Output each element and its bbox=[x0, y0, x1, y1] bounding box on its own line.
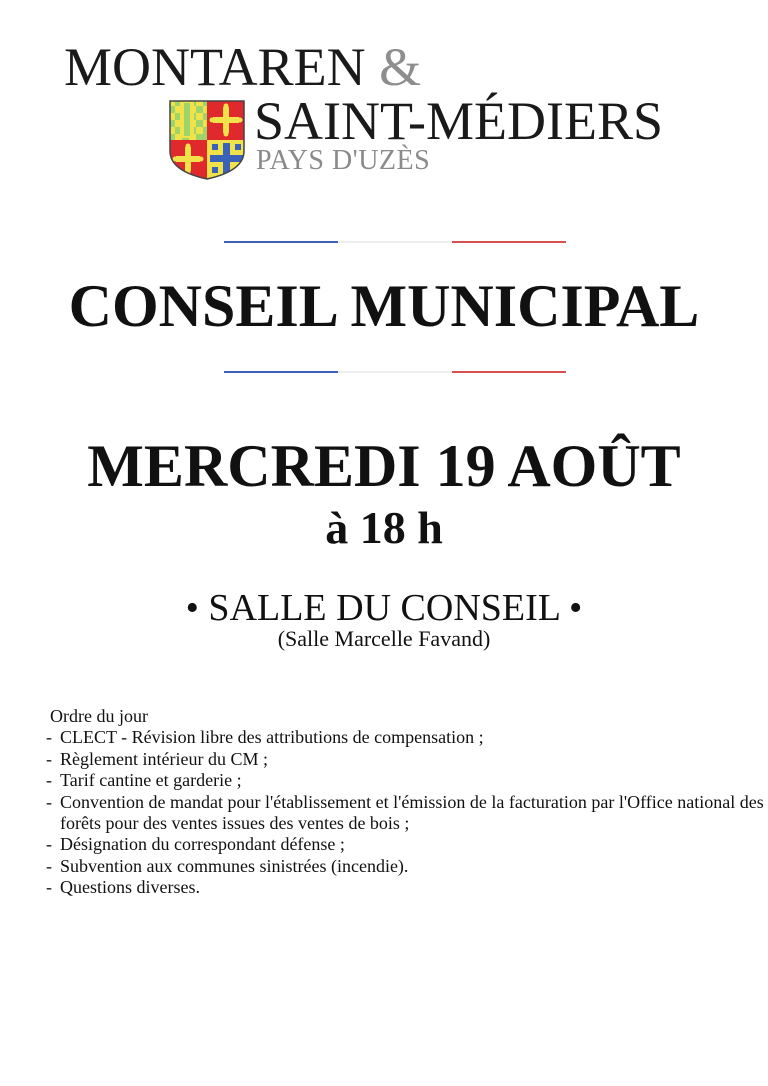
logo-region: PAYS D'UZÈS bbox=[256, 145, 431, 176]
coat-of-arms-icon bbox=[168, 99, 246, 181]
logo-town-line2: SAINT-MÉDIERS bbox=[254, 91, 664, 151]
agenda-item: - Tarif cantine et garderie ; bbox=[46, 770, 766, 791]
agenda-item: - Subvention aux communes sinistrées (incendie). bbox=[46, 856, 766, 877]
agenda-item: - Règlement intérieur du CM ; bbox=[46, 749, 766, 770]
meeting-venue-detail: (Salle Marcelle Favand) bbox=[277, 626, 491, 651]
page-title: CONSEIL MUNICIPAL bbox=[68, 273, 700, 339]
agenda-item: - Désignation du correspondant défense ; bbox=[46, 834, 766, 855]
agenda-item: - Convention de mandat pour l'établissement et l'émission de la facturation par l'Office national des forêts pour des ventes issues des ventes de bois ; bbox=[46, 792, 766, 835]
agenda bbox=[46, 706, 766, 899]
meeting-venue: • SALLE DU CONSEIL • bbox=[185, 587, 583, 629]
tricolor-divider-bottom bbox=[224, 371, 566, 373]
agenda-title: Ordre du jour bbox=[50, 706, 148, 726]
meeting-date: MERCREDI 19 AOÛT bbox=[87, 433, 681, 499]
tricolor-divider-top bbox=[224, 241, 566, 243]
agenda-item: - Questions diverses. bbox=[46, 877, 766, 898]
logo-town-line1: MONTAREN & bbox=[64, 37, 422, 97]
meeting-time: à 18 h bbox=[325, 502, 443, 553]
agenda-list bbox=[46, 727, 766, 898]
logo-ampersand: & bbox=[379, 37, 422, 97]
agenda-item: - CLECT - Révision libre des attributions de compensation ; bbox=[46, 727, 766, 748]
